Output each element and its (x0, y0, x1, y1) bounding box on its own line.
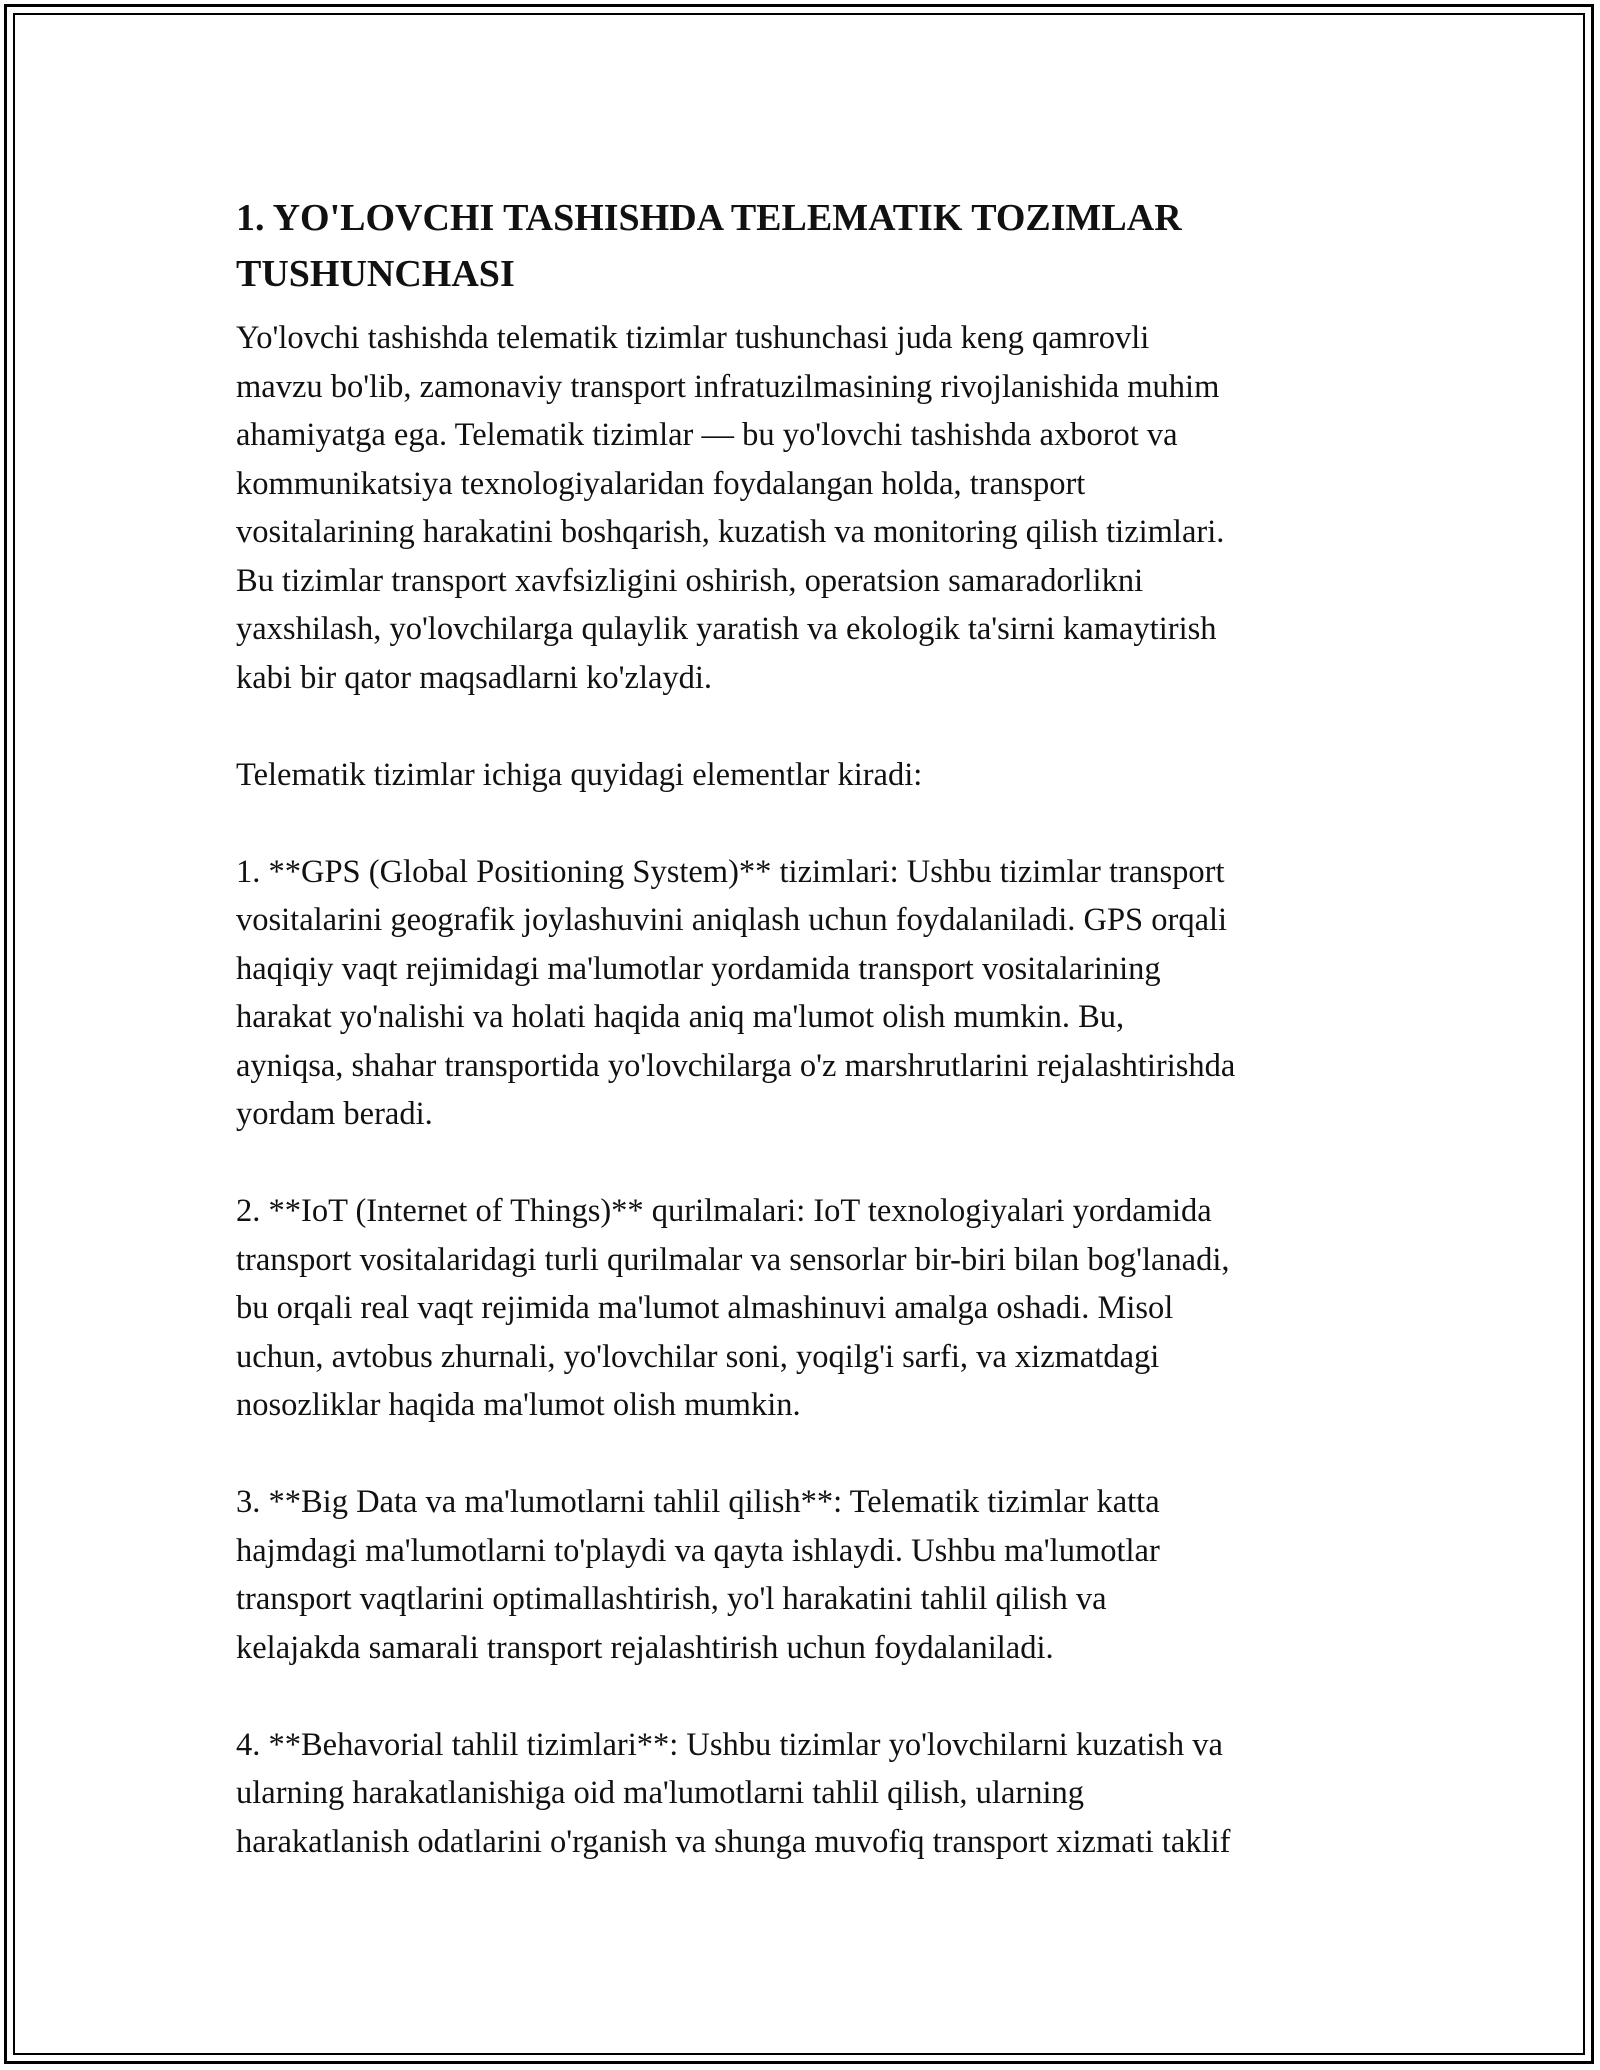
text-line: nosozliklar haqida ma'lumot olish mumkin. (236, 1387, 801, 1423)
text-line: ularning harakatlanishiga oid ma'lumotlarni tahlil qilish, ularning (236, 1775, 1084, 1811)
title-line: TUSHUNCHASI (236, 253, 515, 295)
text-line: 1. **GPS (Global Positioning System)** tizimlari: Ushbu tizimlar transport (236, 853, 1225, 890)
text-line: kommunikatsiya texnologiyalaridan foydalangan holda, transport (236, 465, 1086, 502)
text-line: yordam beradi. (236, 1096, 433, 1132)
text-line: harakat yo'nalishi va holati haqida aniq ma'lumot olish mumkin. Bu, (236, 999, 1125, 1035)
list-intro-paragraph (236, 751, 1386, 800)
text-line: ayniqsa, shahar transportida yo'lovchilarga o'z marshrutlarini rejalashtirishda (236, 1047, 1236, 1084)
text-line: uchun, avtobus zhurnali, yo'lovchilar soni, yoqilg'i sarfi, va xizmatdagi (236, 1338, 1160, 1375)
text-line: hajmdagi ma'lumotlarni to'playdi va qayta ishlaydi. Ushbu ma'lumotlar (236, 1532, 1160, 1569)
list-item-big-data (236, 1478, 1386, 1672)
text-line: 3. **Big Data va ma'lumotlarni tahlil qilish**: Telematik tizimlar katta (236, 1484, 1160, 1520)
list-item-iot (236, 1187, 1386, 1430)
text-line: mavzu bo'lib, zamonaviy transport infratuzilmasining rivojlanishida muhim (236, 368, 1220, 405)
text-line: kabi bir qator maqsadlarni ko'zlaydi. (236, 659, 713, 696)
document-title (236, 190, 1356, 302)
intro-paragraph (236, 314, 1386, 702)
document-body (236, 190, 1386, 1915)
text-line: yaxshilash, yo'lovchilarga qulaylik yaratish va ekologik ta'sirni kamaytirish (236, 611, 1217, 647)
text-line: kelajakda samarali transport rejalashtirish uchun foydalaniladi. (236, 1629, 1054, 1666)
title-line: 1. YO'LOVCHI TASHISHDA TELEMATIK TOZIMLAR (236, 197, 1182, 239)
text-line: 4. **Behavorial tahlil tizimlari**: Ushbu tizimlar yo'lovchilarni kuzatish va (236, 1726, 1223, 1763)
list-item-gps (236, 848, 1386, 1139)
text-line: transport vositalaridagi turli qurilmalar va sensorlar bir-biri bilan bog'lanadi, (236, 1241, 1230, 1278)
text-line: harakatlanish odatlarini o'rganish va shunga muvofiq transport xizmati taklif (236, 1823, 1231, 1860)
list-item-behavioral (236, 1721, 1386, 1867)
text-line: Telematik tizimlar ichiga quyidagi elementlar kiradi: (236, 756, 923, 793)
text-line: vositalarining harakatini boshqarish, kuzatish va monitoring qilish tizimlari. (236, 514, 1225, 550)
text-line: Bu tizimlar transport xavfsizligini oshirish, operatsion samaradorlikni (236, 562, 1144, 599)
text-line: bu orqali real vaqt rejimida ma'lumot almashinuvi amalga oshadi. Misol (236, 1290, 1174, 1326)
text-line: vositalarini geografik joylashuvini aniqlash uchun foydalaniladi. GPS orqali (236, 902, 1228, 938)
text-line: transport vaqtlarini optimallashtirish, yo'l harakatini tahlil qilish va (236, 1581, 1107, 1617)
text-line: Yo'lovchi tashishda telematik tizimlar tushunchasi juda keng qamrovli (236, 320, 1150, 356)
text-line: haqiqiy vaqt rejimidagi ma'lumotlar yordamida transport vositalarining (236, 950, 1161, 987)
text-line: ahamiyatga ega. Telematik tizimlar — bu yo'lovchi tashishda axborot va (236, 417, 1178, 453)
text-line: 2. **IoT (Internet of Things)** qurilmalari: IoT texnologiyalari yordamida (236, 1193, 1212, 1229)
